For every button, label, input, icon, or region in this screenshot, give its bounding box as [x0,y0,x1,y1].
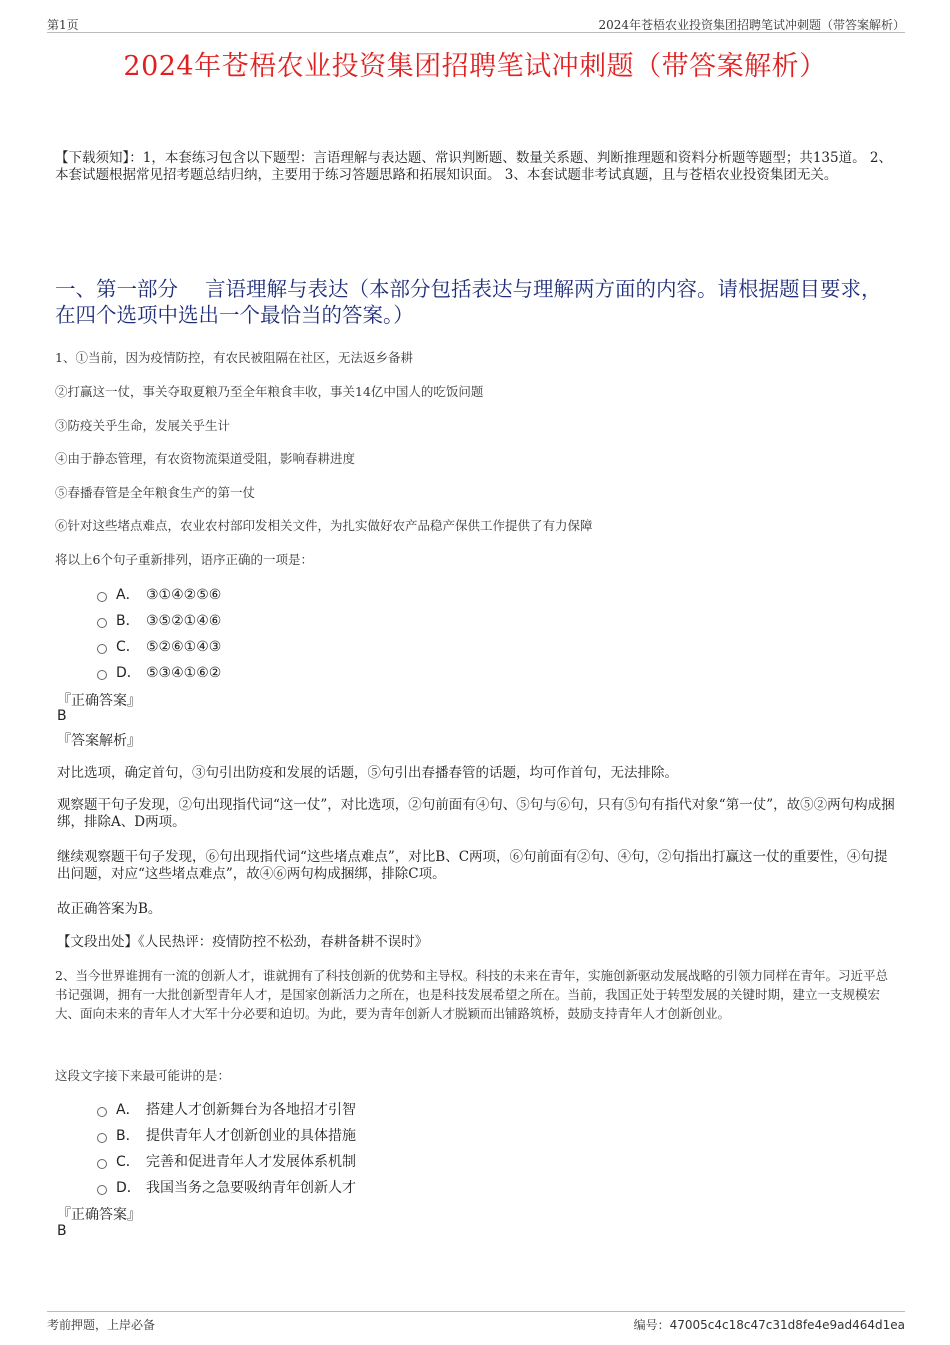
q2-option-b[interactable] [97,1125,356,1145]
header-doc-title: 2024年苍梧农业投资集团招聘笔试冲刺题（带答案解析） [598,18,905,32]
q1-sentence-5: ⑤春播春管是全年粮食生产的第一仗 [55,485,256,500]
q2-option-d[interactable] [97,1177,356,1197]
option-text: 完善和促进青年人才发展体系机制 [146,1154,356,1170]
section-heading: 一、第一部分 言语理解与表达（本部分包括表达与理解两方面的内容。请根据题目要求，在四个选项中选出一个最恰当的答案。） [55,277,882,327]
q1-option-a[interactable] [97,584,221,604]
q1-sentence-2: ②打赢这一仗，事关夺取夏粮乃至全年粮食丰收，事关14亿中国人的吃饭问题 [55,384,484,399]
q1-analysis-label: 『答案解析』 [57,733,141,749]
footer-code-value: 47005c4c18c47c31d8fe4e9ad464d1ea [669,1318,905,1332]
footer-code [634,1316,905,1333]
q1-sentence-4: ④由于静态管理，有农资物流渠道受阻，影响春耕进度 [55,451,356,466]
q1-sentence-6: ⑥针对这些堵点难点，农业农村部印发相关文件，为扎实做好农产品稳产保供工作提供了有力保障 [55,518,593,533]
option-text: 我国当务之急要吸纳青年创新人才 [146,1180,356,1196]
q1-sentence-1: 1、①当前，因为疫情防控，有农民被阻隔在社区，无法返乡备耕 [55,350,413,365]
option-letter: D． [116,1180,141,1196]
option-text: ⑤②⑥①④③ [146,639,222,655]
q1-analysis-4: 故正确答案为B。 [57,901,162,917]
q2-answer-label: 『正确答案』 [57,1207,141,1223]
radio-button[interactable] [97,644,107,654]
q1-analysis-3: 继续观察题干句子发现，⑥句出现指代词“这些堵点难点”，对比B、C两项，⑥句前面有②句、④句，②句指出打赢这一仗的重要性，④句提出问题，对应“这些堵点难点”，故④⑥两句构成捆绑，排除C项。 [57,849,888,882]
radio-button[interactable] [97,618,107,628]
footer-code-label: 编号： [633,1318,670,1332]
q2-prompt: 这段文字接下来最可能讲的是： [55,1068,231,1083]
footer-slogan: 考前押题，上岸必备 [47,1318,156,1332]
option-text: ⑤③④①⑥② [146,665,222,681]
q2-option-c[interactable] [97,1151,356,1171]
option-letter: A． [116,587,140,603]
option-text: 搭建人才创新舞台为各地招才引智 [146,1102,356,1118]
radio-button[interactable] [97,1159,107,1169]
option-letter: B． [116,1128,140,1144]
download-notice: 【下载须知】：1，本套练习包含以下题型：言语理解与表达题、常识判断题、数量关系题、判断推理题和资料分析题等题型；共135道。 2、本套试题根据常见招考题总结归纳，主要用于练习答题思路和拓展知识面。 3、本套试题非考试真题，且与苍梧农业投资集团无关。 [55,150,892,183]
q2-answer: B [57,1223,67,1239]
page-number: 第1页 [47,18,79,32]
option-letter: B． [116,613,140,629]
q1-option-c[interactable] [97,636,221,656]
radio-button[interactable] [97,670,107,680]
radio-button[interactable] [97,592,107,602]
q2-passage: 2、当今世界谁拥有一流的创新人才，谁就拥有了科技创新的优势和主导权。科技的未来在青年，实施创新驱动发展战略的引领力同样在青年。习近平总书记强调，拥有一大批创新型青年人才，是国家创新活力之所在，也是科技发展希望之所在。当前，我国正处于转型发展的关键时期，建立一支规模宏大、面向未来的青年人才大军十分必要和迫切。为此，要为青年创新人才脱颖而出铺路筑桥，鼓励支持青年人才创新创业。 [55,968,888,1021]
q1-option-b[interactable] [97,610,221,630]
option-text: ③⑤②①④⑥ [146,613,222,629]
q1-analysis-1: 对比选项，确定首句，③句引出防疫和发展的话题，⑤句引出春播春管的话题，均可作首句，无法排除。 [57,765,678,781]
option-letter: C． [116,1154,140,1170]
q1-prompt: 将以上6个句子重新排列，语序正确的一项是： [55,552,313,567]
radio-button[interactable] [97,1133,107,1143]
option-letter: C． [116,639,140,655]
option-text: ③①④②⑤⑥ [146,587,222,603]
radio-button[interactable] [97,1107,107,1117]
option-letter: A． [116,1102,140,1118]
option-text: 提供青年人才创新创业的具体措施 [146,1128,356,1144]
q2-option-a[interactable] [97,1099,356,1119]
option-letter: D． [116,665,141,681]
document-title: 2024年苍梧农业投资集团招聘笔试冲刺题（带答案解析） [123,51,827,82]
page-header [47,14,905,33]
radio-button[interactable] [97,1185,107,1195]
q1-sentence-3: ③防疫关乎生命，发展关乎生计 [55,418,231,433]
q1-answer-label: 『正确答案』 [57,693,141,709]
q1-analysis-2: 观察题干句子发现，②句出现指代词“这一仗”，对比选项，②句前面有④句、⑤句与⑥句，只有⑤句有指代对象“第一仗”，故⑤②两句构成捆绑，排除A、D两项。 [57,797,895,830]
q1-source: 【文段出处】《人民热评：疫情防控不松劲，春耕备耕不误时》 [57,934,429,950]
q1-option-d[interactable] [97,662,221,682]
page-footer [47,1311,905,1332]
q1-answer: B [57,708,67,724]
